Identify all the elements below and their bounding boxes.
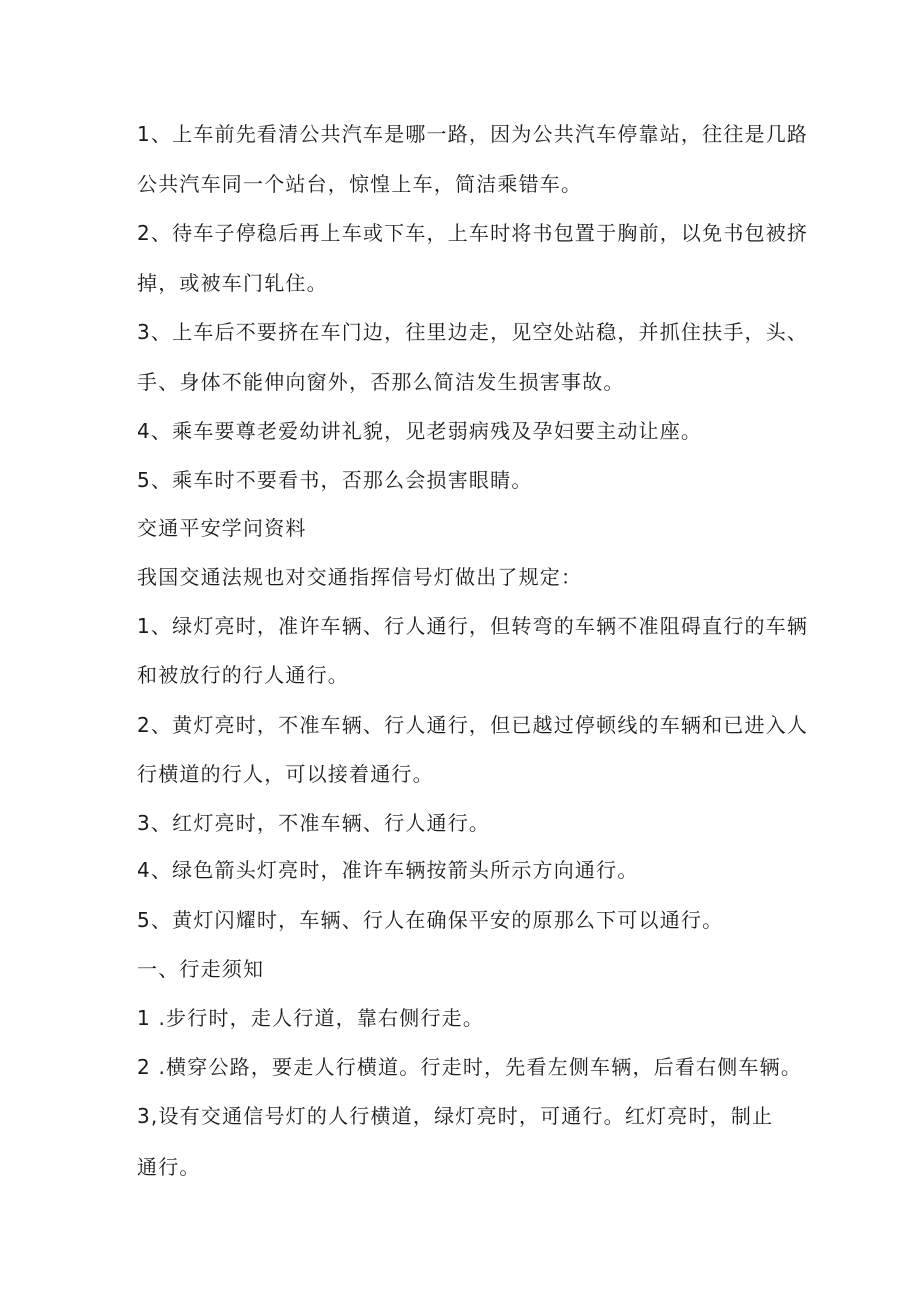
text-line: 5、乘车时不要看书，否那么会损害眼睛。: [137, 468, 533, 492]
section-heading: 一、行走须知: [137, 957, 265, 981]
text-line: 行横道的行人，可以接着通行。: [137, 762, 434, 786]
text-line: 3,设有交通信号灯的人行横道，绿灯亮时，可通行。红灯亮时，制止: [137, 1104, 774, 1128]
text-line: 2 .横穿公路，要走人行横道。行走时，先看左侧车辆，后看右侧车辆。: [137, 1055, 803, 1079]
text-line: 2、待车子停稳后再上车或下车，上车时将书包置于胸前，以免书包被挤: [137, 221, 809, 245]
section-heading: 交通平安学问资料: [137, 516, 307, 540]
text-line: 公共汽车同一个站台，惊惶上车，简洁乘错车。: [137, 172, 583, 196]
text-line: 通行。: [137, 1155, 201, 1179]
text-line: 2、黄灯亮时，不准车辆、行人通行，但已越过停顿线的车辆和已进入人: [137, 713, 809, 737]
text-line: 手、身体不能伸向窗外，否那么简洁发生损害事故。: [137, 370, 625, 394]
text-line: 4、乘车要尊老爱幼讲礼貌，见老弱病残及孕妇要主动让座。: [137, 419, 703, 443]
text-line: 3、红灯亮时，不准车辆、行人通行。: [137, 811, 491, 835]
text-line: 3、上车后不要挤在车门边，往里边走，见空处站稳，并抓住扶手，头、: [137, 320, 809, 344]
text-line: 掉，或被车门轧住。: [137, 271, 328, 295]
text-line: 1、绿灯亮时，准许车辆、行人通行，但转弯的车辆不准阻碍直行的车辆: [137, 614, 809, 638]
text-line: 我国交通法规也对交通指挥信号灯做出了规定：: [137, 565, 583, 589]
text-line: 4、绿色箭头灯亮时，准许车辆按箭头所示方向通行。: [137, 858, 639, 882]
text-line: 1、上车前先看清公共汽车是哪一路，因为公共汽车停靠站，往往是几路: [137, 122, 809, 146]
text-line: 和被放行的行人通行。: [137, 663, 349, 687]
text-line: 5、黄灯闪耀时，车辆、行人在确保平安的原那么下可以通行。: [137, 908, 724, 932]
text-line: 1 .步行时，走人行道，靠右侧行走。: [137, 1006, 485, 1030]
